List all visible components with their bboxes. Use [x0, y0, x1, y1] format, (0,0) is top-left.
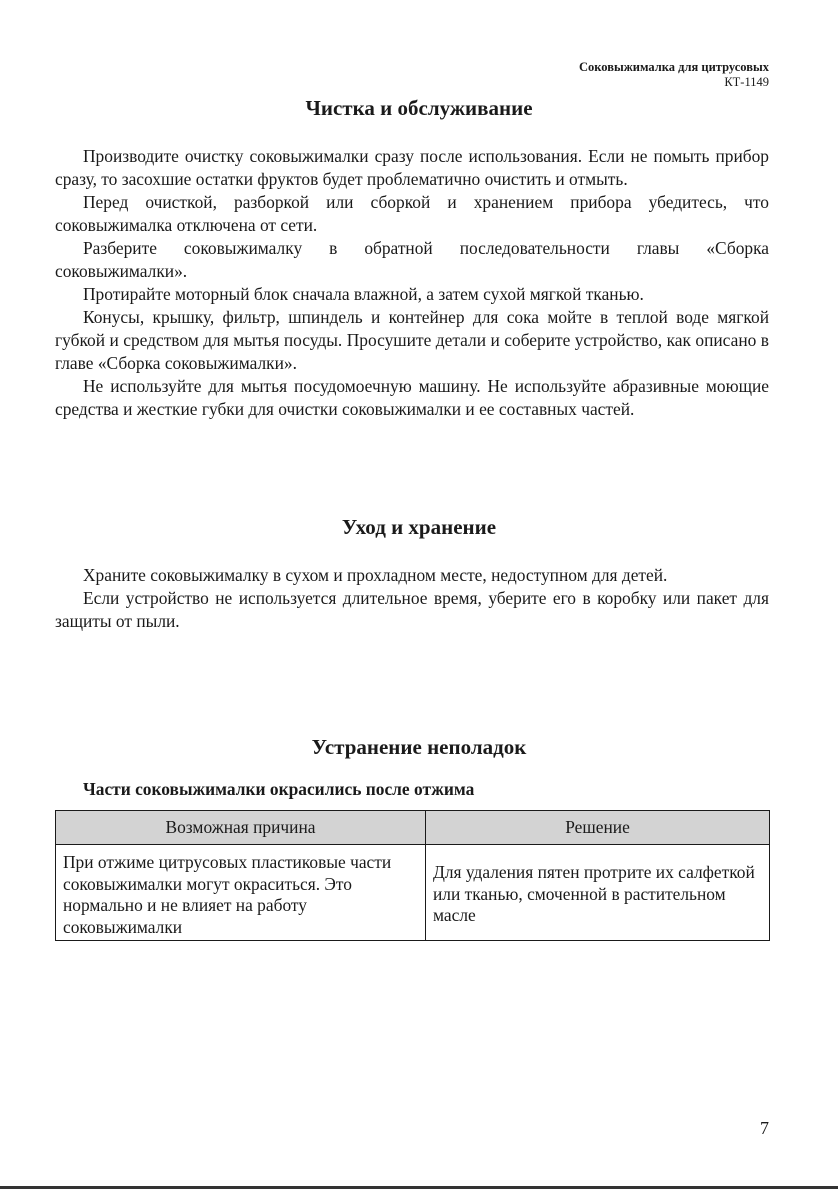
cleaning-paragraph: Протирайте моторный блок сначала влажной, а затем сухой мягкой тканью. [83, 284, 644, 304]
header-solution: Решение [426, 811, 770, 845]
running-head [579, 60, 769, 90]
cleaning-paragraph: Не используйте для мытья посудомоечную машину. Не используйте абразивные моющие средства и жесткие губки для очистки соковыжималки и ее составных частей. [55, 376, 769, 419]
cleaning-paragraph: Производите очистку соковыжималки сразу после использования. Если не помыть прибор сразу, то засохшие остатки фруктов будет проблематично очистить и отмыть. [55, 146, 769, 189]
solution-cell: Для удаления пятен протрите их салфеткой или тканью, смоченной в растительном масле [426, 845, 770, 941]
cause-cell: При отжиме цитрусовых пластиковые части соковыжималки могут окраситься. Это нормально и не влияет на работу соковыжималки [56, 845, 426, 941]
cleaning-paragraph: Перед очисткой, разборкой или сборкой и хранением прибора убедитесь, что соковыжималка отключена от сети. [55, 192, 769, 235]
storage-section-body [55, 564, 769, 633]
table-row [56, 845, 770, 941]
running-head-model: КТ-1149 [724, 75, 769, 89]
cleaning-section-body [55, 145, 769, 421]
cleaning-section-title: Чистка и обслуживание [305, 96, 533, 120]
page-number: 7 [760, 1118, 769, 1138]
troubleshooting-table [55, 810, 770, 941]
storage-section-title: Уход и хранение [341, 515, 497, 539]
running-head-product: Соковыжималка для цитрусовых [578, 60, 769, 74]
storage-paragraph: Если устройство не используется длительное время, уберите его в коробку или пакет для защиты от пыли. [55, 588, 769, 631]
cleaning-paragraph: Конусы, крышку, фильтр, шпиндель и контейнер для сока мойте в теплой воде мягкой губкой и средством для мытья посуды. Просушите детали и соберите устройство, как описано в главе «Сборка соковыжималки». [55, 307, 769, 373]
header-cause: Возможная причина [56, 811, 426, 845]
troubleshooting-section-title: Устранение неполадок [311, 735, 527, 759]
table-header-row [56, 811, 770, 845]
cleaning-paragraph: Разберите соковыжималку в обратной последовательности главы «Сборка соковыжималки». [55, 238, 769, 281]
storage-paragraph: Храните соковыжималку в сухом и прохладном месте, недоступном для детей. [83, 565, 668, 585]
troubleshooting-subtitle: Части соковыжималки окрасились после отжима [83, 779, 475, 799]
